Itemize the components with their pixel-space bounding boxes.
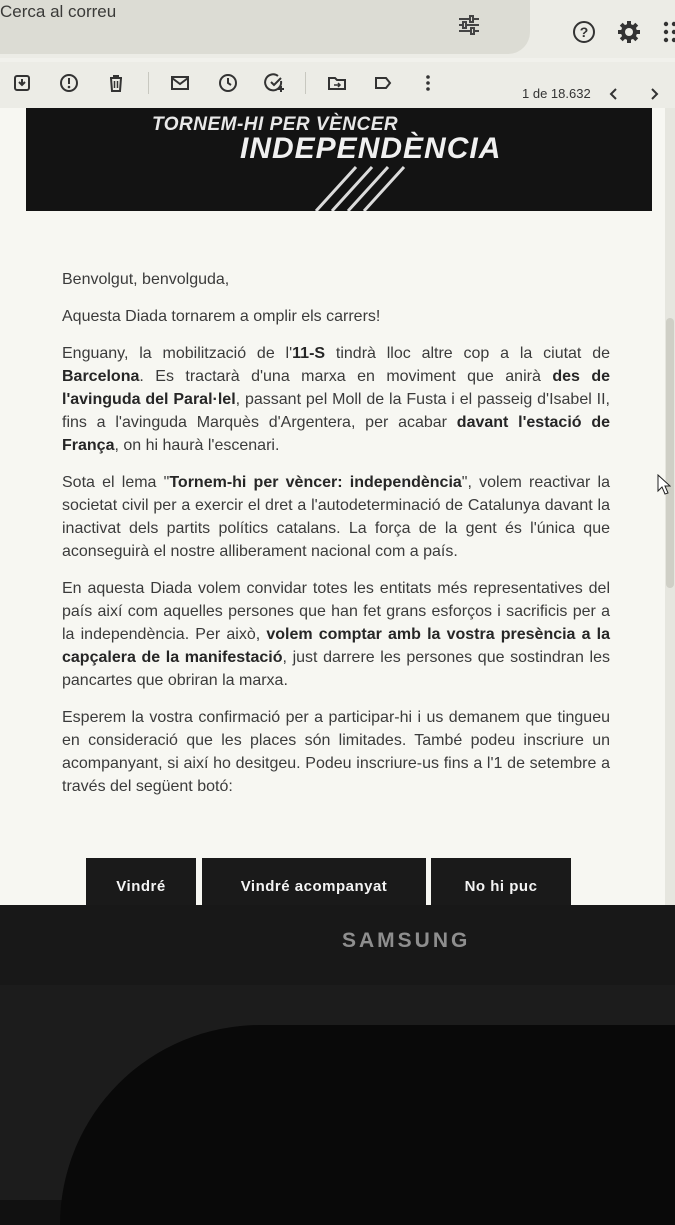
greeting: Benvolgut, benvolguda,: [62, 271, 230, 288]
rsvp-buttons: [86, 858, 606, 905]
paragraph-route: Enguany, la mobilització de l'11-S tindrà lloc altre cop a la ciutat de Barcelona. Es tractarà d'una marxa en moviment que anirà des de l'avinguda del Paral·lel, passant pel Moll de la Fusta i el passeig d'Isabel II, fins a l'avinguda Marquès d'Argentera, per acabar davant l'estació de França, on hi haurà l'escenari.: [62, 345, 611, 454]
toolbar-divider: [148, 72, 149, 94]
scroll-thumb[interactable]: [666, 318, 674, 588]
attend-with-companion-button[interactable]: Vindré acompanyat: [202, 858, 426, 905]
label-icon[interactable]: [371, 71, 395, 95]
email-content: [0, 108, 665, 905]
attend-button[interactable]: Vindré: [86, 858, 196, 905]
chevron-left-icon[interactable]: [602, 82, 626, 106]
settings-icon[interactable]: [615, 18, 643, 46]
paragraph-confirmation: Esperem la vostra confirmació per a participar-hi i us demanem que tingueu en consideració que les places són limitades. També podeu inscriure un acompanyant, si així ho desitgeu. Podeu inscriure-us fins a l'1 de setembre a través del següent botó:: [62, 709, 610, 795]
move-to-icon[interactable]: [325, 71, 349, 95]
monitor-stand: [60, 1025, 675, 1225]
apps-grid-icon[interactable]: [660, 18, 675, 46]
snooze-icon[interactable]: [216, 71, 240, 95]
search-input[interactable]: Cerca al correu: [0, 2, 117, 21]
banner-line-1: TORNEM-HI PER VÈNCER: [152, 114, 399, 135]
filter-icon[interactable]: [456, 12, 482, 38]
mouse-cursor-icon: [657, 474, 671, 496]
top-bar: [0, 0, 675, 58]
message-toolbar: [0, 62, 675, 108]
help-icon[interactable]: [570, 18, 598, 46]
paragraph-invitation: En aquesta Diada volem convidar totes les entitats més representatives del país així com aquelles persones que han fet grans esforços i sacrificis per a la independència. Per això, volem comptar amb la vostra presència a la capçalera de la manifestació, just darrere les persones que sostindran les pancartes que obriran la marxa.: [62, 580, 611, 689]
intro-paragraph: Aquesta Diada tornarem a omplir els carrers!: [62, 308, 381, 325]
desk-surface: [0, 985, 675, 1200]
delete-icon[interactable]: [104, 71, 128, 95]
archive-icon[interactable]: [10, 71, 34, 95]
message-counter: 1 de 18.632: [522, 86, 591, 101]
bezel-bottom-strip: [0, 905, 675, 985]
add-task-icon[interactable]: [263, 71, 287, 95]
email-banner: [26, 108, 652, 211]
monitor-bezel: [0, 905, 675, 1200]
mark-unread-icon[interactable]: [168, 71, 192, 95]
paragraph-slogan: Sota el lema "Tornem-hi per vèncer: independència", volem reactivar la societat civil per a exercir el dret a l'autodeterminació de Catalunya davant la inactivat dels partits polítics catalans. La força de la gent és l'única que aconseguirà el nostre alliberament nacional com a país.: [62, 474, 610, 560]
chevron-right-icon[interactable]: [642, 82, 666, 106]
toolbar-divider: [305, 72, 306, 94]
email-body: [62, 268, 610, 812]
svg-text:?: ?: [579, 24, 589, 40]
more-vertical-icon[interactable]: [416, 71, 440, 95]
report-spam-icon[interactable]: [57, 71, 81, 95]
scrollbar[interactable]: [665, 108, 675, 905]
banner-slash-graphic: [296, 163, 406, 211]
decline-button[interactable]: No hi puc: [431, 858, 571, 905]
monitor-brand-logo: SAMSUNG: [342, 929, 471, 952]
search-bar[interactable]: [0, 0, 530, 54]
banner-line-2: INDEPENDÈNCIA: [240, 132, 502, 165]
